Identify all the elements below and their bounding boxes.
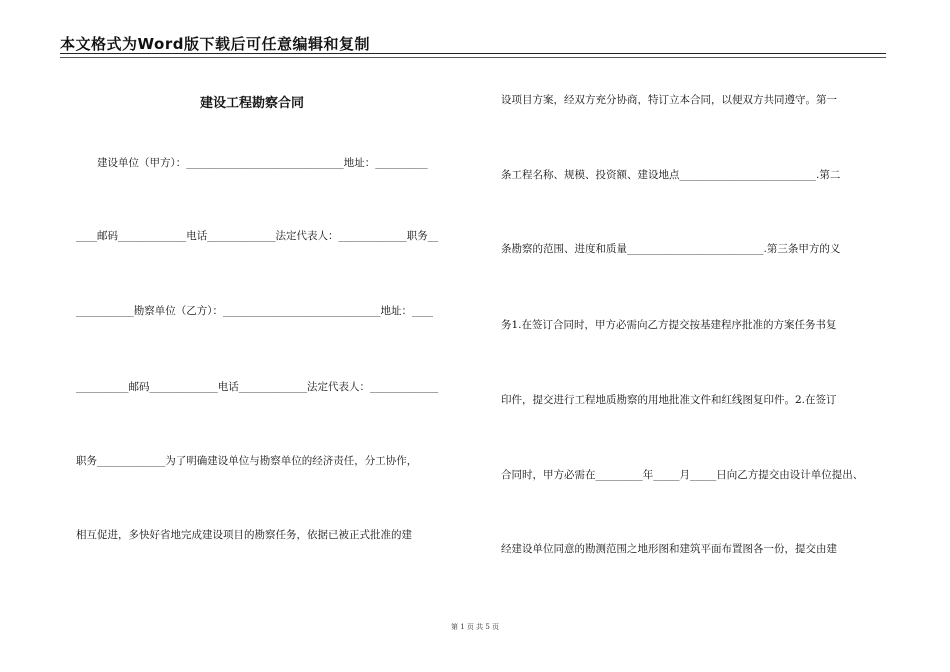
document-header-title: 本文格式为Word版下载后可任意编辑和复制: [60, 35, 370, 53]
body-text-line: __________邮码_____________电话_____________法定代表人：_____________: [76, 381, 439, 393]
body-text-line: 建设单位（甲方）：______________________________地址：__________: [76, 157, 428, 169]
contract-title: 建设工程勘察合同: [200, 96, 305, 111]
body-text-line: 设项目方案，经双方充分协商，特订立本合同，以便双方共同遵守。第一: [501, 94, 837, 106]
body-text-line: 职务_____________为了明确建设单位与勘察单位的经济责任，分工协作，: [76, 455, 418, 467]
body-text-line: ____邮码_____________电话_____________法定代表人：_____________职务__: [76, 230, 439, 242]
body-text-line: 相互促进，多快好省地完成建设项目的勘察任务，依据已被正式批准的建: [76, 529, 412, 541]
header-rule-thick: [60, 53, 886, 54]
body-text-line: 条工程名称、规模、投资额、建设地点__________________________.第二: [501, 169, 841, 181]
header-rule-thin: [60, 57, 886, 58]
page-number: 第 1 页 共 5 页: [450, 623, 500, 631]
body-text-line: 条勘察的范围、进度和质量__________________________.第三条甲方的义: [501, 243, 841, 255]
body-text-line: 务1.在签订合同时，甲方必需向乙方提交按基建程序批准的方案任务书复: [501, 319, 837, 331]
body-text-line: ___________勘察单位（乙方）：______________________________地址：____: [76, 305, 433, 317]
body-text-line: 经建设单位同意的勘测范围之地形图和建筑平面布置图各一份，提交由建: [501, 543, 837, 555]
body-text-line: 印件，提交进行工程地质勘察的用地批准文件和红线图复印件。2.在签订: [501, 394, 837, 406]
body-text-line: 合同时，甲方必需在_________年_____月_____日向乙方提交由设计单位提出、: [501, 469, 864, 481]
